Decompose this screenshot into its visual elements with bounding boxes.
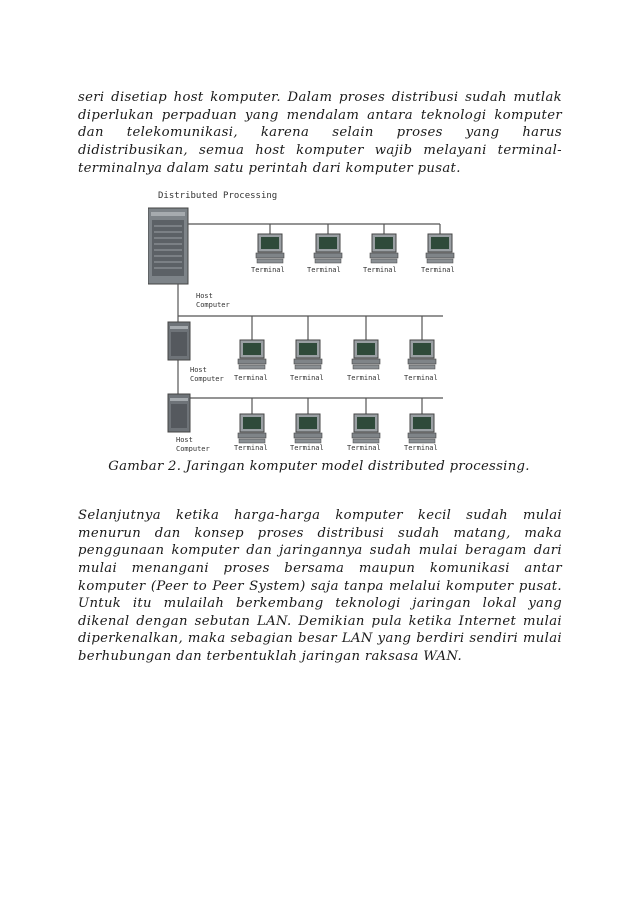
terminal-icon — [238, 414, 266, 443]
host-computer-2 — [168, 322, 190, 360]
terminal-label: Terminal — [234, 444, 268, 452]
terminal-icon — [294, 414, 322, 443]
terminal-icon — [238, 340, 266, 369]
host-computer-3 — [168, 394, 190, 432]
terminal-icon — [352, 340, 380, 369]
terminal-label: Terminal — [290, 374, 324, 382]
terminal-icon — [408, 340, 436, 369]
terminal-icon — [314, 234, 342, 263]
terminal-label: Terminal — [404, 374, 438, 382]
terminal-label: Terminal — [421, 266, 455, 274]
figure-title: Distributed Processing — [158, 191, 278, 201]
figure-caption: Gambar 2. Jaringan komputer model distributed processing. — [108, 459, 530, 474]
terminal-icon — [370, 234, 398, 263]
paragraph-2-part-2: ) saja tanpa melalui komputer pusat. Untuk itu mulailah berkembang teknologi jaringan lokal yang dikenal dengan sebutan LAN. Demikian pula ketika Internet mulai diperkenalkan, maka sebagian besar LAN yang berdiri sendiri mulai berhubungan dan terbentuklah jaringan raksasa WAN. — [78, 578, 562, 664]
main-host-label-2: Computer — [196, 301, 230, 309]
terminal-label: Terminal — [307, 266, 341, 274]
terminal-label: Terminal — [251, 266, 285, 274]
host-3-label-2: Computer — [176, 445, 210, 452]
terminal-label: Terminal — [347, 444, 381, 452]
terminal-icon — [294, 340, 322, 369]
paragraph-1: seri disetiap host komputer. Dalam proses distribusi sudah mutlak diperlukan perpaduan yang mendalam antara teknologi komputer dan telekomunikasi, karena selain proses yang harus didistribusikan, semua host komputer wajib melayani terminal-terminalnya dalam satu perintah dari komputer pusat. — [78, 90, 562, 176]
host-3-label-1: Host — [176, 436, 193, 444]
terminal-icon — [352, 414, 380, 443]
host-2-label-2: Computer — [190, 375, 224, 383]
terminal-icon — [426, 234, 454, 263]
terminal-label: Terminal — [290, 444, 324, 452]
terminal-label: Terminal — [404, 444, 438, 452]
host-2-label-1: Host — [190, 366, 207, 374]
distributed-processing-figure — [148, 186, 474, 452]
main-host-computer — [148, 208, 188, 284]
terminal-label: Terminal — [363, 266, 397, 274]
paragraph-2 — [78, 507, 562, 665]
peer-to-peer-term: Peer to Peer System — [156, 578, 301, 594]
terminal-icon — [256, 234, 284, 263]
terminal-label: Terminal — [234, 374, 268, 382]
paragraph-2-part-1: Selanjutnya ketika harga-harga komputer kecil sudah mulai menurun dan konsep proses distribusi sudah matang, maka penggunaan komputer dan jaringannya sudah mulai beragam dari mulai menangani proses bersama maupun komunikasi antar komputer ( — [78, 508, 562, 594]
terminal-label: Terminal — [347, 374, 381, 382]
terminal-icon — [408, 414, 436, 443]
main-host-label-1: Host — [196, 292, 213, 300]
